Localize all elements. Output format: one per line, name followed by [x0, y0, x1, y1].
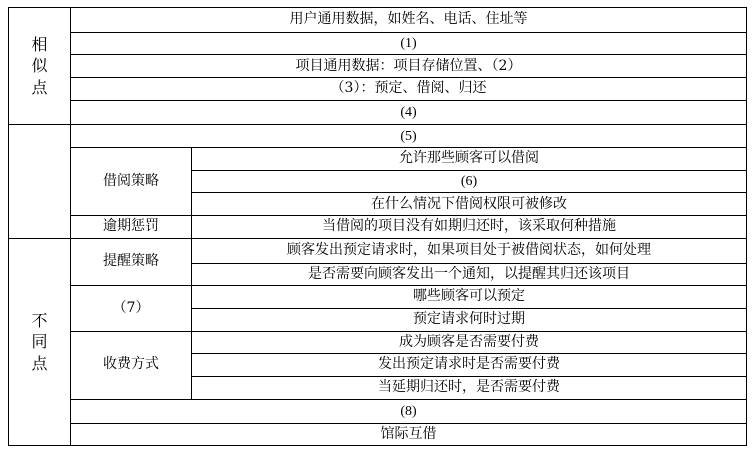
reminder-label: 提醒策略 — [71, 238, 192, 285]
similar-item-data: 项目通用数据：项目存储位置、（2） — [71, 55, 747, 78]
blank-7-label: （7） — [71, 286, 192, 331]
similar-blank-1: (1) — [71, 32, 747, 55]
group-label-different — [9, 238, 71, 445]
reservation-item: 预定请求何时过期 — [192, 308, 747, 331]
empty-group-cell — [9, 125, 71, 238]
borrow-policy-label: 借阅策略 — [71, 148, 192, 216]
diff-blank-8: (8) — [71, 399, 747, 424]
interlibrary-loan: 馆际互借 — [71, 424, 747, 446]
similar-user-data: 用户通用数据，如姓名、电话、住址等 — [71, 8, 747, 33]
group-char: 点 — [31, 353, 48, 373]
borrow-policy-item: 允许那些顾客可以借阅 — [192, 148, 747, 171]
reminder-item: 顾客发出预定请求时，如果项目处于被借阅状态，如何处理 — [192, 238, 747, 263]
reminder-item: 是否需要向顾客发出一个通知，以提醒其归还该项目 — [192, 263, 747, 286]
fees-item: 当延期归还时，是否需要付费 — [192, 376, 747, 399]
group-char: 不 — [31, 310, 48, 330]
overdue-label: 逾期惩罚 — [71, 216, 192, 239]
comparison-table — [8, 7, 747, 446]
fees-label: 收费方式 — [71, 331, 192, 399]
group-char: 同 — [31, 332, 48, 352]
diff-blank-5: (5) — [71, 125, 747, 148]
fees-item: 成为顾客是否需要付费 — [192, 331, 747, 354]
borrow-policy-item: (6) — [192, 170, 747, 193]
similar-blank-3: （3）：预定、借阅、归还 — [71, 78, 747, 101]
group-char: 相 — [31, 34, 48, 54]
overdue-text: 当借阅的项目没有如期归还时，该采取何种措施 — [192, 216, 747, 239]
fees-item: 发出预定请求时是否需要付费 — [192, 354, 747, 377]
group-label-similar — [9, 8, 71, 125]
group-char: 点 — [31, 78, 48, 98]
group-char: 似 — [31, 56, 48, 76]
similar-blank-4: (4) — [71, 100, 747, 125]
borrow-policy-item: 在什么情况下借阅权限可被修改 — [192, 193, 747, 216]
reservation-item: 哪些顾客可以预定 — [192, 286, 747, 309]
